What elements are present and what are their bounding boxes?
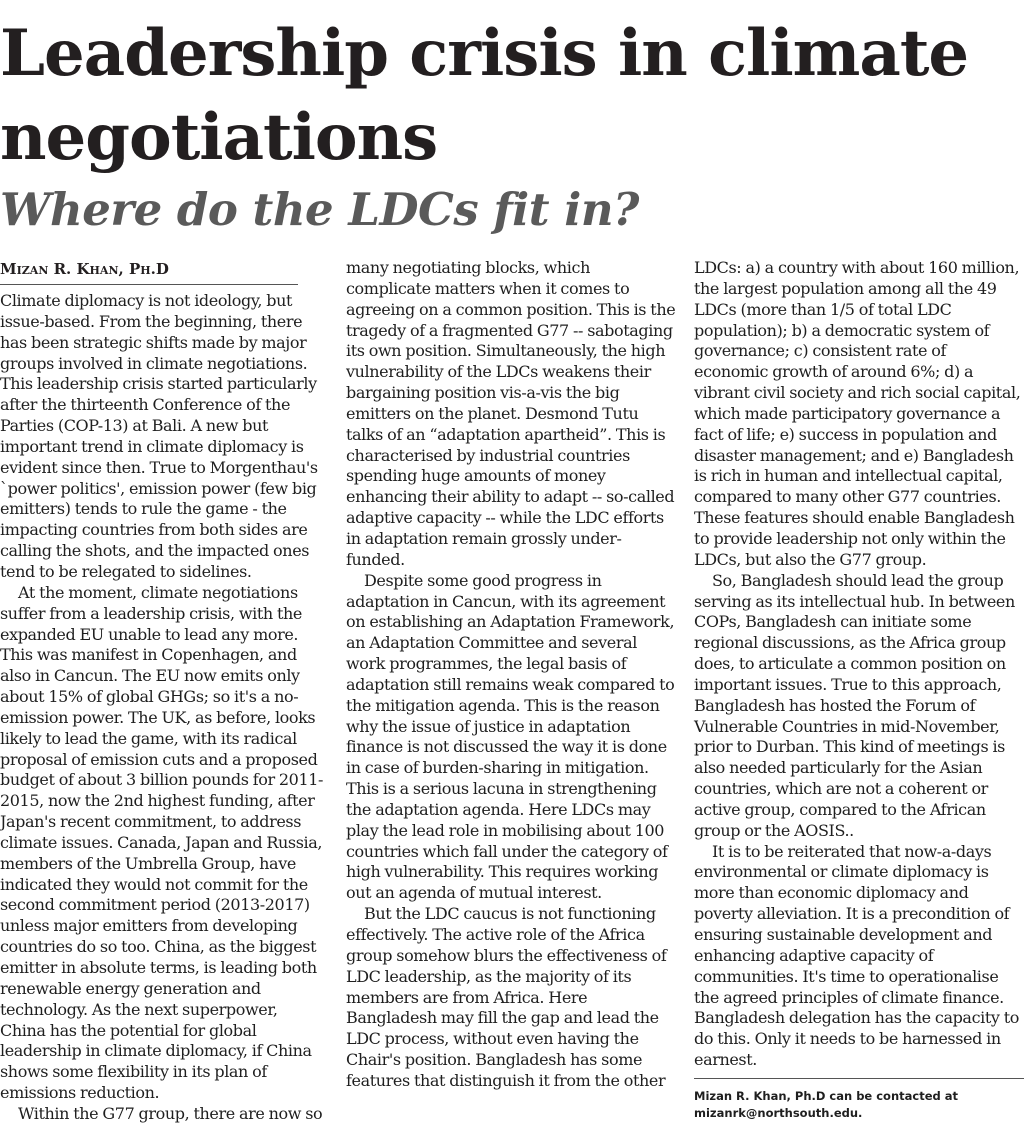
column-1-paragraph-1: Climate diplomacy is not ideology, but issue-based. From the beginning, there has been strategic shifts made by major groups involved in climate negotiations. This leadership crisis started particularly after the thirteenth Conference of the Parties (COP-13) at Bali. A new but important trend in climate diplomacy is evident since then. True to Morgenthau's `power politics', emission power (few big emitters) tends to rule the game - the impacting countries from both sides are calling the shots, and the impacted ones tend to be relegated to sidelines. bbox=[0, 291, 318, 581]
contact-divider bbox=[694, 1078, 1024, 1079]
column-3-paragraph-1: LDCs: a) a country with about 160 million, the largest population among all the 49 LDCs (more than 1/5 of total LDC population); b) a democratic system of governance; c) consistent rate of economic growth of around 6%; d) a vibrant civil society and rich social capital, which made participatory governance a fact of life; e) success in population and disaster management; and e) Bangladesh is rich in human and intellectual capital, compared to many other G77 countries. These features should enable Bangladesh to provide leadership not only within the LDCs, but also the G77 group. bbox=[694, 258, 1021, 569]
column-2 bbox=[346, 258, 676, 1092]
column-3-paragraph-2: So, Bangladesh should lead the group serving as its intellectual hub. In between COPs, Bangladesh can initiate some regional discussions, as the Africa group does, to articulate a common position on important issues. True to this approach, Bangladesh has hosted the Forum of Vulnerable Countries in mid-November, prior to Durban. This kind of meetings is also needed particularly for the Asian countries, which are not a coherent or active group, compared to the African group or the AOSIS.. bbox=[694, 570, 1015, 840]
column-1 bbox=[0, 291, 326, 1125]
headline: Leadership crisis in climate negotiations bbox=[0, 16, 969, 175]
column-1-paragraph-2: At the moment, climate negotiations suffer from a leadership crisis, with the expanded EU unable to lead any more. This was manifest in Copenhagen, and also in Cancun. The EU now emits only about 15% of global GHGs; so it's a no-emission power. The UK, as before, looks likely to lead the game, with its radical proposal of emission cuts and a proposed budget of about 3 billion pounds for 2011-2015, now the 2nd highest funding, after Japan's recent commitment, to address climate issues. Canada, Japan and Russia, members of the Umbrella Group, have indicated they would not commit for the second commitment period (2013-2017) unless major emitters from developing countries do so too. China, as the biggest emitter in absolute terms, is leading both renewable energy generation and technology. As the next superpower, China has the potential for global leadership in climate diplomacy, if China shows some flexibility in its plan of emissions reduction. bbox=[0, 582, 324, 1103]
byline: Mizan R. Khan, Ph.D bbox=[0, 258, 298, 285]
column-1-paragraph-3: Within the G77 group, there are now so bbox=[18, 1103, 323, 1123]
author-contact: Mizan R. Khan, Ph.D can be contacted at mizanrk@northsouth.edu. bbox=[694, 1088, 958, 1120]
column-3-paragraph-3: It is to be reiterated that now-a-days environmental or climate diplomacy is more than economic diplomacy and poverty alleviation. It is a precondition of ensuring sustainable development and enhancing adaptive capacity of communities. It's time to operationalise the agreed principles of climate finance. Bangladesh delegation has the capacity to do this. Only it needs to be harnessed in earnest. bbox=[694, 841, 1019, 1070]
column-2-paragraph-2: Despite some good progress in adaptation in Cancun, with its agreement on establishing an Adaptation Framework, an Adaptation Committee and several work programmes, the legal basis of adaptation still remains weak compared to the mitigation agenda. This is the reason why the issue of justice in adaptation finance is not discussed the way it is done in case of burden-sharing in mitigation. This is a serious lacuna in strengthening the adaptation agenda. Here LDCs may play the lead role in mobilising about 100 countries which fall under the category of high vulnerability. This requires working out an agenda of mutual interest. bbox=[346, 570, 675, 903]
subheadline: Where do the LDCs fit in? bbox=[0, 183, 639, 236]
column-2-paragraph-3: But the LDC caucus is not functioning effectively. The active role of the Africa group somehow blurs the effectiveness of LDC leadership, as the majority of its members are from Africa. Here Bangladesh may fill the gap and lead the LDC process, without even having the Chair's position. Bangladesh has some features that distinguish it from the other bbox=[346, 904, 667, 1090]
column-3 bbox=[694, 258, 1024, 1122]
column-2-paragraph-1: many negotiating blocks, which complicate matters when it comes to agreeing on a common position. This is the tragedy of a fragmented G77 -- sabotaging its own position. Simultaneously, the high vulnerability of the LDCs weakens their bargaining position vis-a-vis the big emitters on the planet. Desmond Tutu talks of an “adaptation apartheid”. This is characterised by industrial countries spending huge amounts of money enhancing their ability to adapt -- so-called adaptive capacity -- while the LDC efforts in adaptation remain grossly under-funded. bbox=[346, 258, 676, 569]
